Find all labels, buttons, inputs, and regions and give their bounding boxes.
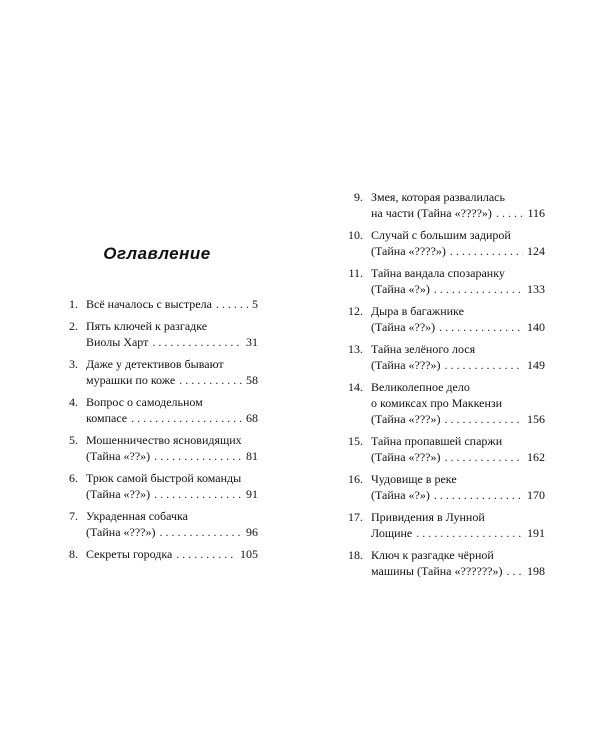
entry-title-line: Змея, которая развалилась [371,190,505,204]
entry-number: 6. [69,471,78,485]
entry-last-line [371,487,545,503]
toc-entry [343,509,545,541]
page-number: 68 [246,411,258,425]
toc-entry [343,379,545,427]
entry-last-line [86,546,258,562]
entry-title-line: (Тайна «???») [371,412,441,426]
toc-entry [343,265,545,297]
entry-number: 16. [348,472,363,486]
entry-title-line: (Тайна «????») [371,244,446,258]
entry-title-line: Всё началось с выстрела [86,297,212,311]
toc-entry [60,508,258,540]
page-number: 124 [527,244,545,258]
entry-number: 7. [69,509,78,523]
page-number: 149 [527,358,545,372]
entry-number: 2. [69,319,78,333]
entry-number: 17. [348,510,363,524]
entry-title-line: Великолепное дело [371,380,470,394]
dot-leader [179,372,242,388]
dot-leader [439,319,523,335]
dot-leader [160,524,243,540]
dot-leader [496,205,524,221]
page-number: 81 [246,449,258,463]
dot-leader [154,486,242,502]
entry-title-line: Случай с большим задирой [371,228,511,242]
entry-title-line: Привидения в Лунной [371,510,485,524]
entry-title-line: (Тайна «???») [371,358,441,372]
entry-title-line: Дыра в багажнике [371,304,464,318]
entry-title-line: (Тайна «?») [371,488,430,502]
toc-entry [343,189,545,221]
entry-last-line [371,525,545,541]
toc-entry [60,318,258,350]
entry-number: 1. [69,297,78,311]
entry-last-line [86,410,258,426]
entry-title-line: (Тайна «??») [86,449,151,463]
dot-leader [445,357,524,373]
dot-leader [434,281,523,297]
entry-number: 12. [348,304,363,318]
toc-entry [60,546,258,562]
dot-leader [434,487,523,503]
entry-last-line [371,281,545,297]
dot-leader [216,296,248,312]
entry-last-line [371,411,545,427]
page-number: 133 [527,282,545,296]
page-number: 191 [527,526,545,540]
entry-number: 4. [69,395,78,409]
toc-entry [60,394,258,426]
entry-last-line [86,334,258,350]
page-number: 198 [527,564,545,578]
page-number: 140 [527,320,545,334]
dot-leader [152,334,242,350]
dot-leader [445,411,524,427]
entry-last-line [371,357,545,373]
dot-leader [131,410,242,426]
entry-title-line: Украденная собачка [86,509,189,523]
toc-entry [60,470,258,502]
entry-number: 11. [348,266,363,280]
entry-number: 14. [348,380,363,394]
entry-title-line: Чудовище в реке [371,472,457,486]
entry-last-line [371,243,545,259]
entry-number: 3. [69,357,78,371]
toc-entry [343,547,545,579]
toc-entry [343,341,545,373]
toc-entry [343,433,545,465]
entry-number: 13. [348,342,363,356]
entry-last-line [371,319,545,335]
toc-entry [60,432,258,464]
entry-title-line: Ключ к разгадке чёрной [371,548,494,562]
toc-entry [60,356,258,388]
page-number: 170 [527,488,545,502]
entry-last-line [86,524,258,540]
entry-title-line: (Тайна «??») [86,487,151,501]
toc-entry [343,303,545,335]
entry-title-line: Трюк самой быстрой команды [86,471,242,485]
entry-title-line: (Тайна «???») [86,525,156,539]
page-number: 5 [252,297,258,311]
dot-leader [176,546,236,562]
entry-number: 5. [69,433,78,447]
dot-leader [450,243,523,259]
dot-leader [416,525,523,541]
entry-title-line: на части (Тайна «????») [371,206,492,220]
entry-last-line [86,448,258,464]
entry-title-line: о комиксах про Маккензи [371,396,503,410]
entry-last-line [371,449,545,465]
entry-number: 15. [348,434,363,448]
entry-title-line: компасе [86,411,128,425]
toc-entry [343,471,545,503]
page-number: 58 [246,373,258,387]
entry-number: 9. [354,190,363,204]
entry-title-line: (Тайна «??») [371,320,436,334]
entry-last-line [86,372,258,388]
entry-last-line [371,205,545,221]
entry-title-line: Тайна вандала спозаранку [371,266,505,280]
entry-title-line: Даже у детективов бывают [86,357,224,371]
entry-number: 10. [348,228,363,242]
entry-title-line: Тайна пропавшей спаржи [371,434,503,448]
page-number: 156 [527,412,545,426]
dot-leader [445,449,524,465]
entry-title-line: (Тайна «?») [371,282,430,296]
entry-title-line: машины (Тайна «??????») [371,564,503,578]
dot-leader [506,563,523,579]
entry-title-line: Тайна зелёного лося [371,342,476,356]
page-number: 105 [240,547,258,561]
page-number: 91 [246,487,258,501]
page-number: 31 [246,335,258,349]
page-number: 162 [527,450,545,464]
page-number: 96 [246,525,258,539]
toc-entry [343,227,545,259]
toc-entry [60,296,258,312]
entry-title-line: Мошенничество ясновидящих [86,433,242,447]
dot-leader [154,448,242,464]
page-number: 116 [527,206,545,220]
entry-title-line: Лощине [371,526,413,540]
entry-last-line [86,296,258,312]
entry-title-line: Пять ключей к разгадке [86,319,208,333]
entry-title-line: мурашки по коже [86,373,176,387]
entry-title-line: (Тайна «???») [371,450,441,464]
entry-number: 18. [348,548,363,562]
entry-number: 8. [69,547,78,561]
entry-last-line [86,486,258,502]
entry-last-line [371,563,545,579]
page-title: Оглавление [103,244,211,263]
entry-title-line: Виолы Харт [86,335,149,349]
entry-title-line: Вопрос о самодельном [86,395,203,409]
entry-title-line: Секреты городка [86,547,173,561]
